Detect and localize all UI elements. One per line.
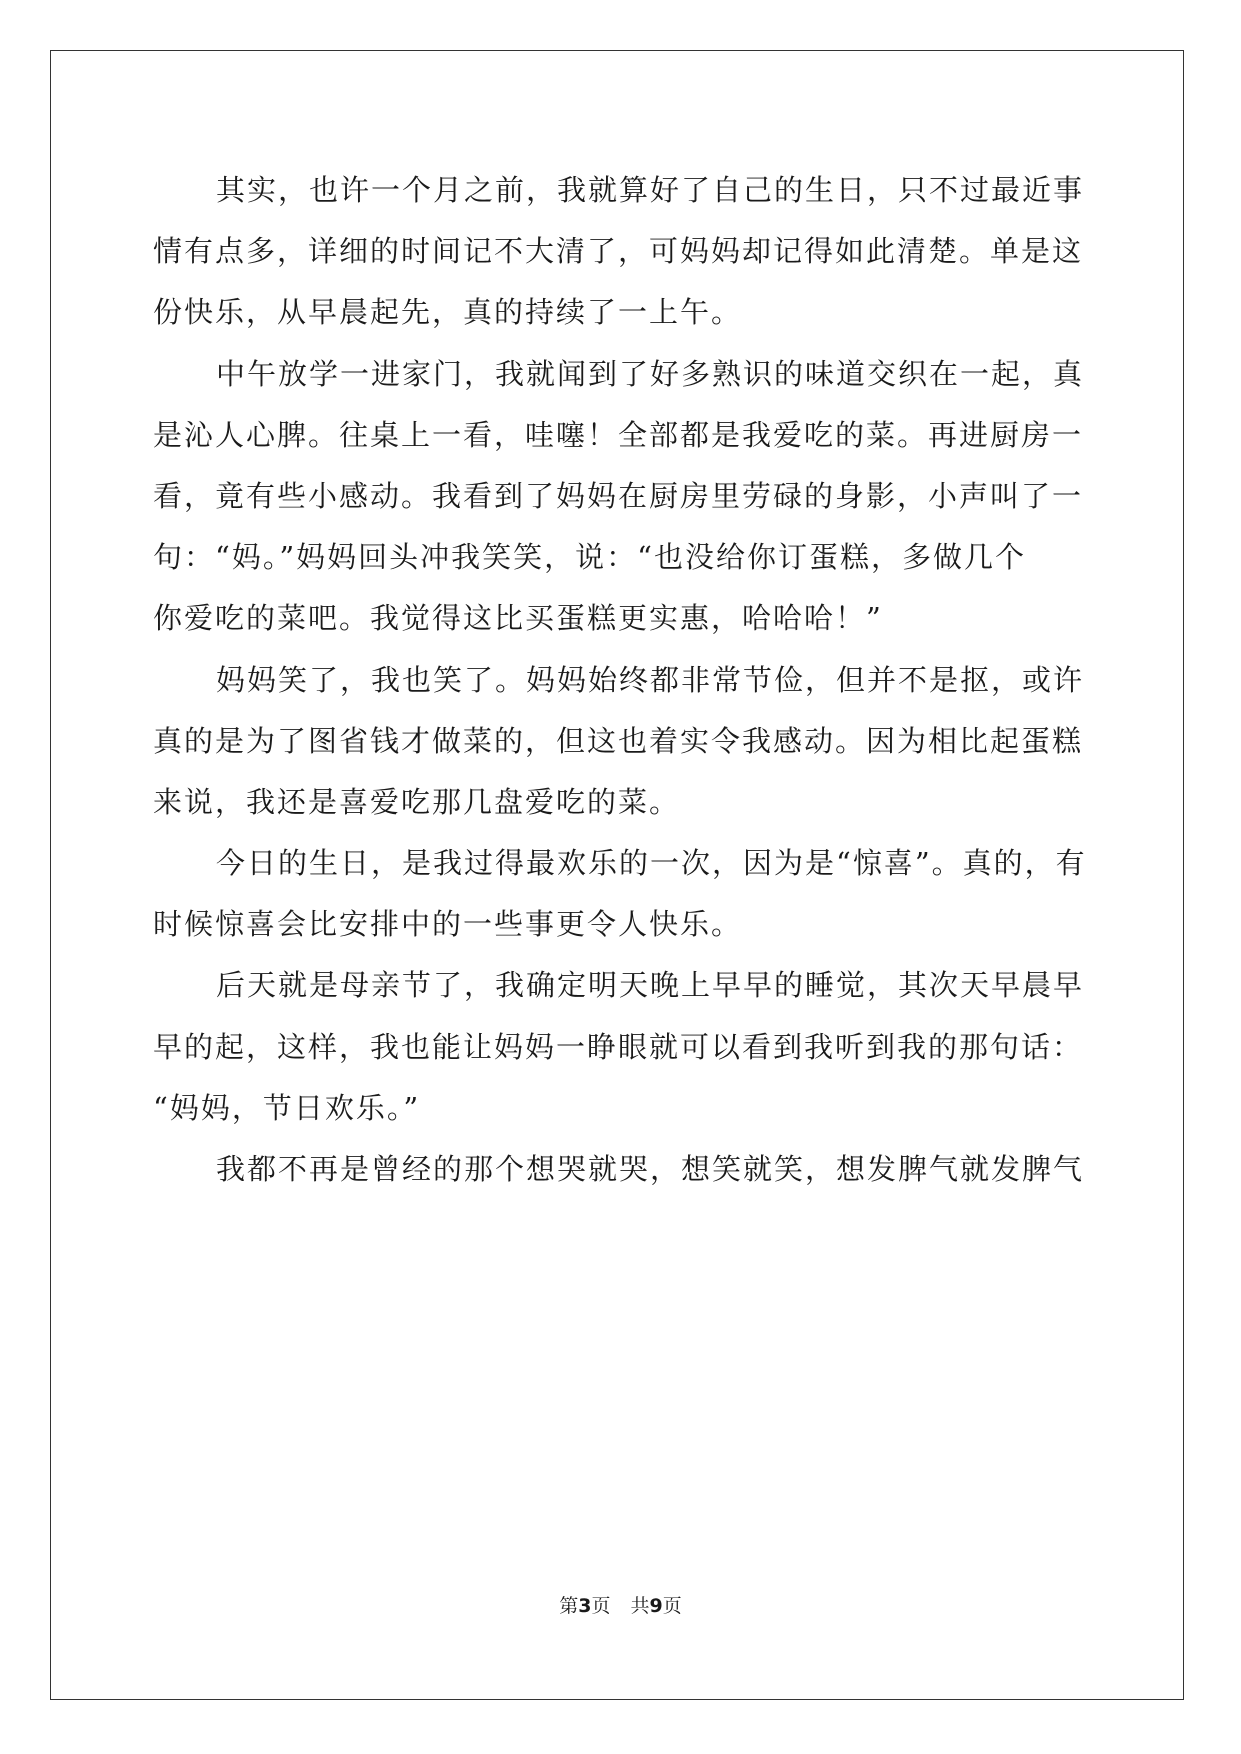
text-line: 来说，我还是喜爱吃那几盘爱吃的菜。	[153, 784, 681, 819]
text-line: 中午放学一进家门，我就闻到了好多熟识的味道交织在一起，真	[216, 356, 1085, 391]
text-line: 我都不再是曾经的那个想哭就哭，想笑就笑，想发脾气就发脾气	[216, 1152, 1085, 1186]
page-footer	[0, 1591, 1241, 1618]
total-suffix: 页	[662, 1595, 682, 1617]
text-line: 看，竟有些小感动。我看到了妈妈在厨房里劳碌的身影，小声叫了一	[153, 478, 1084, 513]
text-line: 句：“妈。”妈妈回头冲我笑笑，说：“也没给你订蛋糕，多做几个	[153, 540, 1026, 575]
text-line: 时候惊喜会比安排中的一些事更令人快乐。	[153, 907, 743, 942]
page-prefix: 第	[559, 1595, 579, 1617]
text-line: 妈妈笑了，我也笑了。妈妈始终都非常节俭，但并不是抠，或许	[216, 662, 1085, 697]
text-line: 早的起，这样，我也能让妈妈一睁眼就可以看到我听到我的那句话：	[153, 1029, 1084, 1064]
total-page-number: 9	[649, 1595, 663, 1617]
text-line: 后天就是母亲节了，我确定明天晚上早早的睡觉，其次天早晨早	[216, 968, 1085, 1003]
text-line: 情有点多，详细的时间记不大清了，可妈妈却记得如此清楚。单是这	[153, 234, 1084, 269]
text-line: “妈妈，节日欢乐。”	[153, 1090, 421, 1125]
text-line: 你爱吃的菜吧。我觉得这比买蛋糕更实惠，哈哈哈！”	[153, 601, 883, 636]
text-line: 今日的生日，是我过得最欢乐的一次，因为是“惊喜”。真的，有	[216, 846, 1087, 881]
text-line: 其实，也许一个月之前，我就算好了自己的生日，只不过最近事	[216, 173, 1085, 207]
text-line: 份快乐，从早晨起先，真的持续了一上午。	[153, 295, 743, 330]
document-body	[153, 160, 1087, 1200]
text-line: 是沁人心脾。往桌上一看，哇噻！全部都是我爱吃的菜。再进厨房一	[153, 417, 1084, 452]
total-prefix: 共	[630, 1595, 650, 1617]
current-page-number: 3	[578, 1595, 592, 1617]
page-suffix: 页	[591, 1595, 611, 1617]
text-line: 真的是为了图省钱才做菜的，但这也着实令我感动。因为相比起蛋糕	[153, 723, 1084, 758]
